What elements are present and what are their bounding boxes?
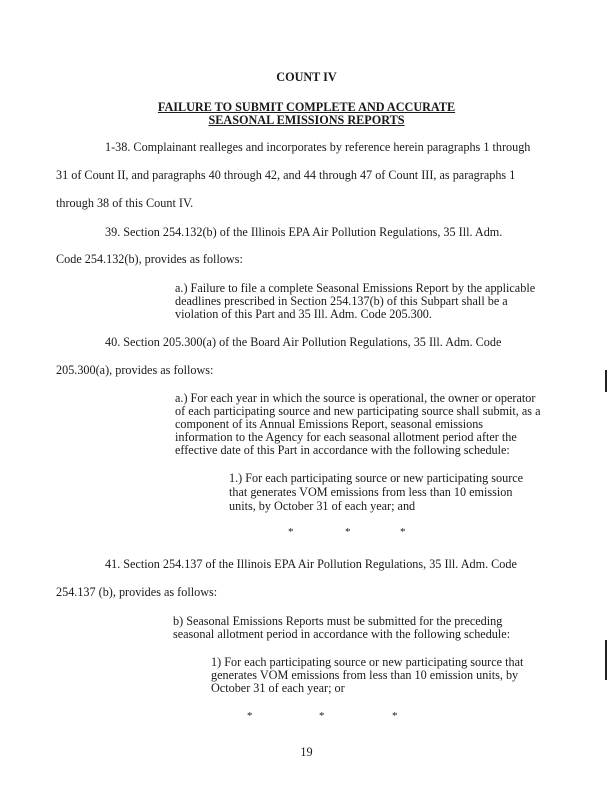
quote-40-line-3: component of its Annual Emissions Report, seasonal emissions bbox=[175, 417, 484, 431]
para-41-line-1: 41. Section 254.137 of the Illinois EPA Air Pollution Regulations, 35 Ill. Adm. Code bbox=[105, 557, 517, 571]
scan-margin-mark bbox=[605, 370, 607, 392]
quote-40-sub-line-2: that generates VOM emissions from less than 10 emission bbox=[229, 485, 513, 499]
ellipsis-star: * bbox=[400, 526, 406, 538]
quote-40-line-5: effective date of this Part in accordance with the following schedule: bbox=[175, 443, 510, 457]
page-number: 19 bbox=[300, 745, 313, 759]
quote-40-line-1: a.) For each year in which the source is operational, the owner or operator bbox=[175, 391, 536, 405]
quote-40-sub-line-1: 1.) For each participating source or new participating source bbox=[229, 471, 524, 485]
ellipsis-star: * bbox=[345, 526, 351, 538]
para-1-38-line-2: 31 of Count II, and paragraphs 40 through 42, and 44 through 47 of Count III, as paragraphs 1 bbox=[56, 168, 516, 182]
scan-margin-mark bbox=[605, 640, 607, 680]
para-39-line-2: Code 254.132(b), provides as follows: bbox=[56, 252, 243, 266]
quote-41-line-2: seasonal allotment period in accordance with the following schedule: bbox=[173, 627, 511, 641]
para-41-line-2: 254.137 (b), provides as follows: bbox=[56, 585, 218, 599]
quote-41-sub-line-3: October 31 of each year; or bbox=[211, 681, 345, 695]
quote-39-line-1: a.) Failure to file a complete Seasonal Emissions Report by the applicable bbox=[175, 281, 536, 295]
ellipsis-star: * bbox=[288, 526, 294, 538]
quote-40-sub-line-3: units, by October 31 of each year; and bbox=[229, 499, 416, 513]
title-line-2: SEASONAL EMISSIONS REPORTS bbox=[208, 113, 405, 127]
quote-40-line-4: information to the Agency for each seasonal allotment period after the bbox=[175, 430, 517, 444]
para-40-line-1: 40. Section 205.300(a) of the Board Air Pollution Regulations, 35 Ill. Adm. Code bbox=[105, 335, 502, 349]
quote-41-line-1: b) Seasonal Emissions Reports must be submitted for the preceding bbox=[173, 614, 503, 628]
ellipsis-star: * bbox=[247, 710, 253, 722]
ellipsis-star: * bbox=[392, 710, 398, 722]
para-1-38-line-3: through 38 of this Count IV. bbox=[56, 196, 194, 210]
count-heading: COUNT IV bbox=[276, 70, 337, 84]
ellipsis-star: * bbox=[319, 710, 325, 722]
para-39-line-1: 39. Section 254.132(b) of the Illinois EPA Air Pollution Regulations, 35 Ill. Adm. bbox=[105, 225, 503, 239]
title-line-1: FAILURE TO SUBMIT COMPLETE AND ACCURATE bbox=[157, 100, 456, 114]
quote-39-line-2: deadlines prescribed in Section 254.137(b) of this Subpart shall be a bbox=[175, 294, 508, 308]
quote-40-line-2: of each participating source and new participating source shall submit, as a bbox=[175, 404, 541, 418]
quote-39-line-3: violation of this Part and 35 Ill. Adm. Code 205.300. bbox=[175, 307, 432, 321]
para-40-line-2: 205.300(a), provides as follows: bbox=[56, 363, 214, 377]
quote-41-sub-line-2: generates VOM emissions from less than 10 emission units, by bbox=[211, 668, 519, 682]
para-1-38-line-1: 1-38. Complainant realleges and incorporates by reference herein paragraphs 1 through bbox=[105, 140, 531, 154]
quote-41-sub-line-1: 1) For each participating source or new participating source that bbox=[211, 655, 524, 669]
